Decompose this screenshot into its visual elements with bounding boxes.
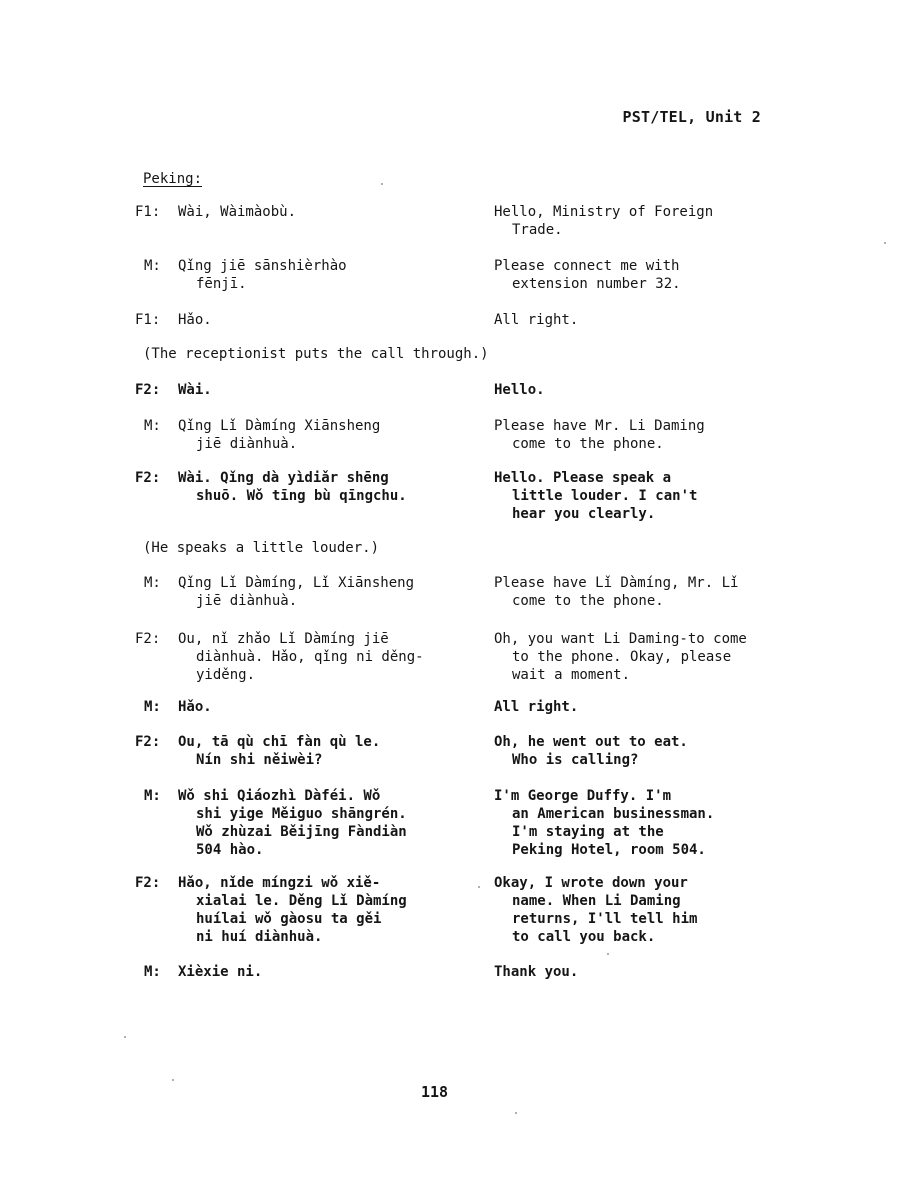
pinyin-text [178,698,468,716]
pinyin-line: xialai le. Děng Lǐ Dàmíng [196,893,407,909]
pinyin-line: Qǐng Lǐ Dàmíng Xiānsheng [178,418,381,434]
speaker-label: M: [144,575,161,591]
translation-line: Hello, Ministry of Foreign [494,204,714,220]
english-translation [494,963,784,981]
translation-line: come to the phone. [512,436,664,452]
pinyin-line: Xièxie ni. [178,964,263,980]
scan-speck [381,183,383,185]
translation-line: hear you clearly. [512,506,656,522]
pinyin-line: jiē diànhuà. [196,436,298,452]
english-translation [494,257,784,293]
scan-speck [515,1112,517,1114]
pinyin-text [178,257,468,293]
pinyin-line: fēnjī. [196,276,247,292]
speaker-label: M: [144,788,161,804]
translation-line: All right. [494,312,579,328]
translation-line: to the phone. Okay, please [512,649,732,665]
narration-line: (He speaks a little louder.) [143,540,380,556]
pinyin-line: Ou, tā qù chī fàn qù le. [178,734,381,750]
translation-line: Oh, you want Li Daming-to come [494,631,747,647]
speaker-label: F2: [135,470,161,486]
translation-line: Please have Mr. Li Daming [494,418,705,434]
pinyin-line: diànhuà. Hǎo, qǐng ni děng- [196,649,424,665]
translation-line: Trade. [512,222,563,238]
speaker-label: M: [144,418,161,434]
english-translation [494,203,784,239]
pinyin-text [178,417,468,453]
pinyin-line: Wài, Wàimàobù. [178,204,297,220]
speaker-label: M: [144,699,161,715]
translation-line: I'm George Duffy. I'm [494,788,672,804]
speaker-label: F2: [135,875,161,891]
pinyin-line: Wài. Qǐng dà yìdiǎr shēng [178,470,389,486]
pinyin-line: jiē diànhuà. [196,593,298,609]
scan-speck [172,1079,174,1081]
english-translation [494,874,784,946]
pinyin-text [178,733,468,769]
translation-line: Who is calling? [512,752,639,768]
english-translation [494,574,784,610]
english-translation [494,733,784,769]
speaker-label: M: [144,258,161,274]
page-number: 118 [421,1083,449,1101]
speaker-label: F2: [135,382,161,398]
speaker-label: F2: [135,631,161,647]
pinyin-text [178,787,468,859]
pinyin-line: yiděng. [196,667,256,683]
scan-speck [607,953,609,955]
pinyin-line: shuō. Wǒ tīng bù qīngchu. [196,488,407,504]
pinyin-line: Wǒ zhùzai Běijīng Fàndiàn [196,824,407,840]
pinyin-line: Hǎo, nǐde míngzi wǒ xiě- [178,875,381,891]
translation-line: Please connect me with [494,258,680,274]
translation-line: I'm staying at the [512,824,664,840]
pinyin-line: ni huí diànhuà. [196,929,323,945]
pinyin-line: Hǎo. [178,699,212,715]
english-translation [494,381,784,399]
pinyin-text [178,574,468,610]
translation-line: returns, I'll tell him [512,911,698,927]
pinyin-text [178,630,468,684]
translation-line: come to the phone. [512,593,664,609]
speaker-label: F1: [135,312,161,328]
translation-line: to call you back. [512,929,656,945]
section-title: Peking: [143,171,203,187]
translation-line: little louder. I can't [512,488,698,504]
pinyin-line: Hǎo. [178,312,212,328]
scan-speck [478,886,480,888]
speaker-label: F1: [135,204,161,220]
translation-line: Peking Hotel, room 504. [512,842,706,858]
english-translation [494,787,784,859]
pinyin-line: Wǒ shi Qiáozhì Dàféi. Wǒ [178,788,381,804]
translation-line: Oh, he went out to eat. [494,734,688,750]
pinyin-line: huílai wǒ gàosu ta gěi [196,911,382,927]
translation-line: extension number 32. [512,276,681,292]
english-translation [494,630,784,684]
pinyin-text [178,381,468,399]
pinyin-text [178,203,468,221]
translation-line: an American businessman. [512,806,715,822]
pinyin-text [178,963,468,981]
translation-line: wait a moment. [512,667,631,683]
english-translation [494,417,784,453]
pinyin-text [178,469,468,505]
english-translation [494,311,784,329]
pinyin-line: Qǐng Lǐ Dàmíng, Lǐ Xiānsheng [178,575,415,591]
scan-speck [884,242,886,244]
scan-speck [124,1036,126,1038]
pinyin-text [178,874,468,946]
speaker-label: M: [144,964,161,980]
speaker-label: F2: [135,734,161,750]
pinyin-line: 504 hào. [196,842,264,858]
translation-line: Okay, I wrote down your [494,875,688,891]
pinyin-line: Ou, nǐ zhǎo Lǐ Dàmíng jiē [178,631,389,647]
translation-line: name. When Li Daming [512,893,681,909]
translation-line: Thank you. [494,964,579,980]
english-translation [494,698,784,716]
narration-line: (The receptionist puts the call through.) [143,346,489,362]
pinyin-line: Qǐng jiē sānshièrhào [178,258,347,274]
translation-line: All right. [494,699,579,715]
pinyin-text [178,311,468,329]
pinyin-line: Wài. [178,382,212,398]
english-translation [494,469,784,523]
translation-line: Hello. Please speak a [494,470,672,486]
pinyin-line: shi yige Měiguo shāngrén. [196,806,407,822]
translation-line: Hello. [494,382,545,398]
unit-header: PST/TEL, Unit 2 [622,108,761,126]
translation-line: Please have Lǐ Dàmíng, Mr. Lǐ [494,575,739,591]
pinyin-line: Nín shi něiwèi? [196,752,323,768]
